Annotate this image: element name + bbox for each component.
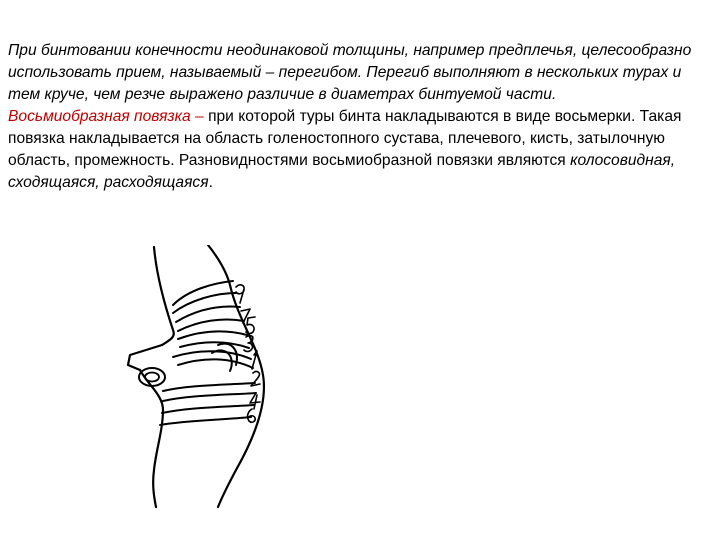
text-block bbox=[8, 40, 708, 194]
term-figure-eight-bandage: Восьмиобразная повязка bbox=[8, 108, 191, 125]
definition-text: при которой туры бинта накладываются в виде восьмерки. Такая повязка накладывается на область голеностопного сустава, плечевого, кисть, затылочную область, промежность. Разновидностями восьмиобразной повязки являются bbox=[8, 108, 682, 169]
sentence-end: . bbox=[208, 174, 213, 191]
bandage-types: колосовидная, сходящаяся, расходящаяся bbox=[8, 152, 676, 191]
bandage-drawing bbox=[118, 245, 288, 510]
bandage-tours bbox=[160, 281, 256, 425]
limb-outline bbox=[128, 245, 264, 507]
term-dash: – bbox=[190, 108, 209, 125]
tour-numbers bbox=[236, 285, 260, 422]
paragraph-figure-eight bbox=[8, 106, 708, 194]
paragraph-reverse-turns: При бинтовании конечности неодинаковой толщины, например предплечья, целесообразно использовать прием, называемый – перегибом. Перегиб выполняют в нескольких турах и тем круче, чем резче выражено различие в диаметрах бинтуемой части. bbox=[8, 42, 692, 103]
